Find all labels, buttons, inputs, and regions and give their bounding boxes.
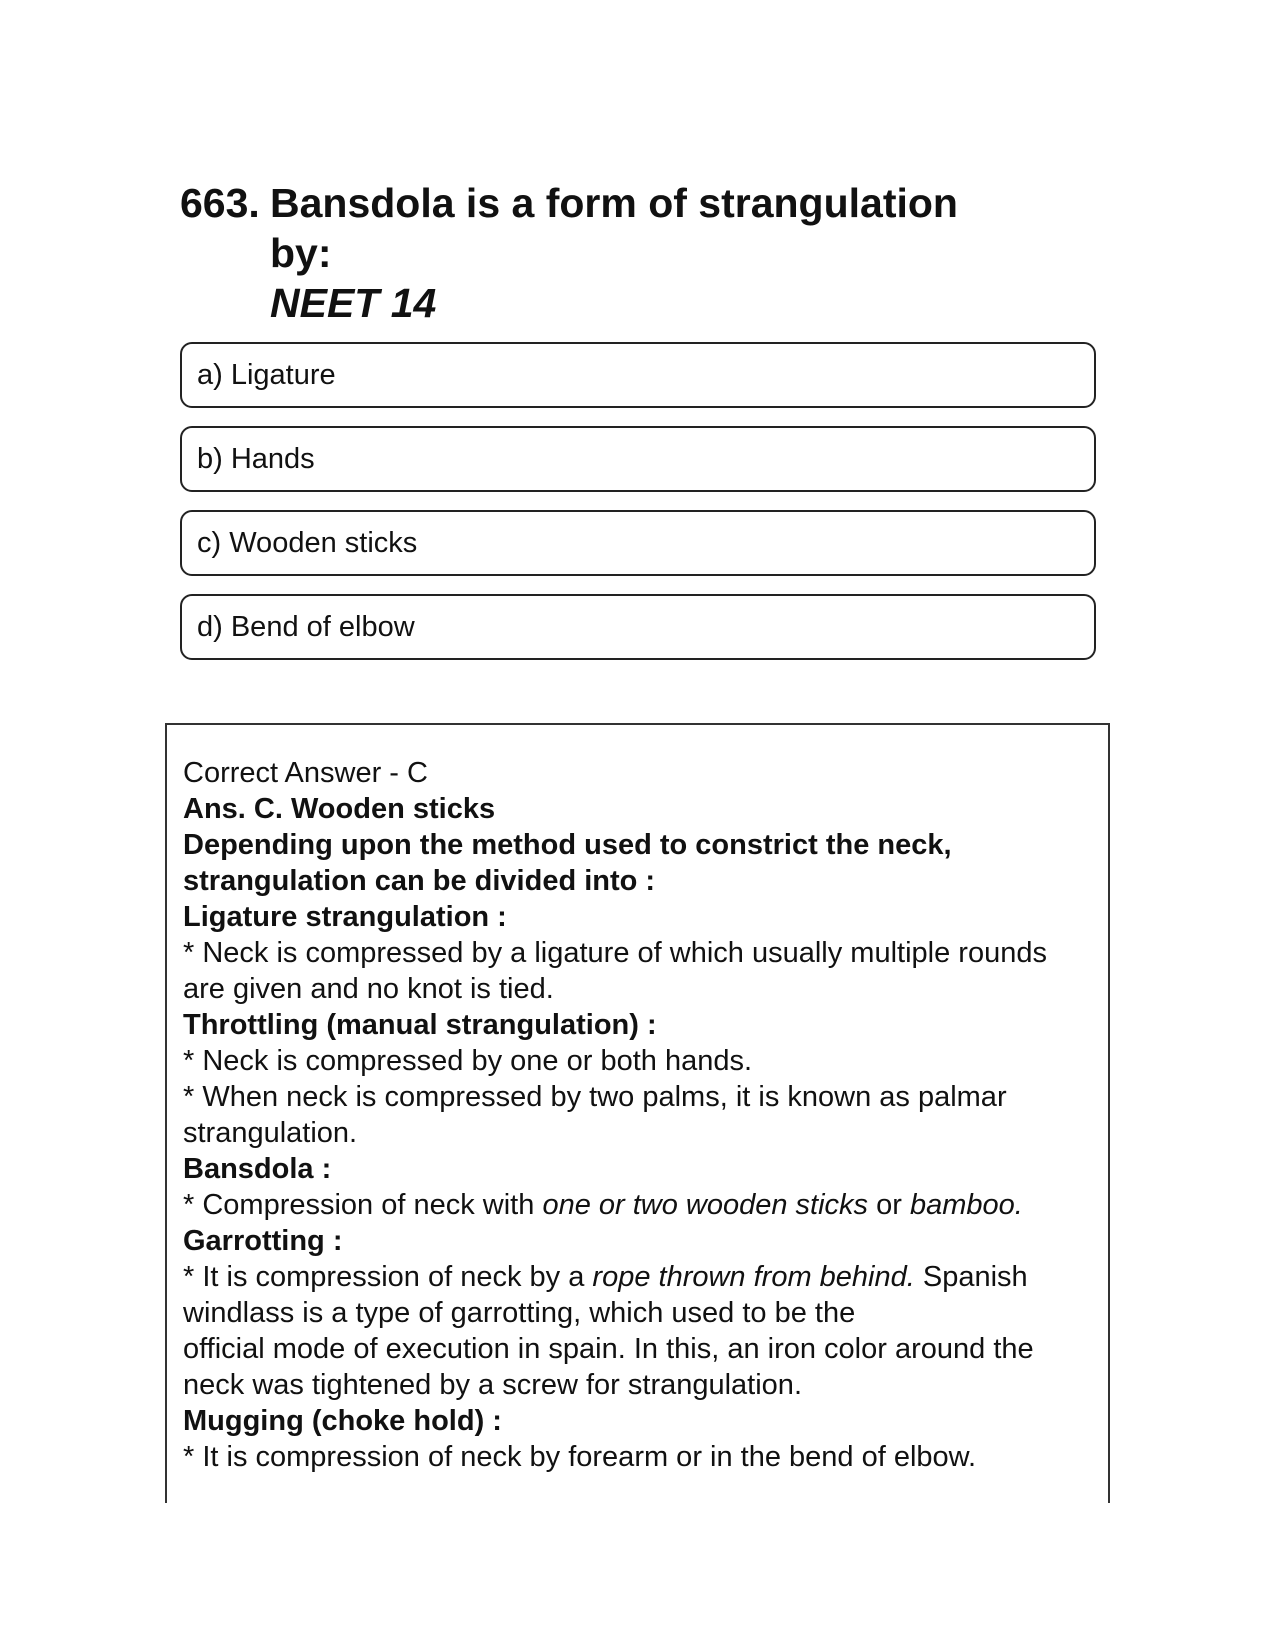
garrotting-prefix: * It is compression of neck by a <box>183 1261 593 1293</box>
question-text: Bansdola is a form of strangulation by: <box>270 180 958 276</box>
throttling-text-2: * When neck is compressed by two palms, it is known as palmar strangulation. <box>183 1081 1007 1149</box>
garrotting-text-2: official mode of execution in spain. In this, an iron color around the neck was tightened by a screw for strangulation. <box>183 1333 1034 1401</box>
garrotting-heading: Garrotting : <box>183 1225 343 1257</box>
answer-title: Ans. C. Wooden sticks <box>183 793 496 825</box>
garrotting-suffix: Spanish windlass is a type of garrotting, which used to be the <box>183 1261 1028 1329</box>
ligature-heading: Ligature strangulation : <box>183 901 507 933</box>
question-text-block <box>270 178 1030 328</box>
throttling-text-1: * Neck is compressed by one or both hands. <box>183 1045 753 1077</box>
bansdola-mid: or <box>868 1189 910 1221</box>
bansdola-text <box>183 1187 1088 1223</box>
option-b[interactable]: b) Hands <box>180 426 1096 492</box>
garrotting-text-1 <box>183 1259 1088 1331</box>
correct-answer-line: Correct Answer - C <box>183 757 428 789</box>
bansdola-heading: Bansdola : <box>183 1153 332 1185</box>
bansdola-italic-2: bamboo. <box>909 1189 1023 1221</box>
garrotting-italic: rope thrown from behind. <box>592 1261 915 1293</box>
ligature-text: * Neck is compressed by a ligature of which usually multiple rounds are given and no knot is tied. <box>183 937 1047 1005</box>
option-a[interactable]: a) Ligature <box>180 342 1096 408</box>
question-number: 663. <box>180 180 260 226</box>
intro-text: Depending upon the method used to constrict the neck, strangulation can be divided into : <box>183 829 952 897</box>
answer-explanation-box <box>165 723 1110 1503</box>
option-c[interactable]: c) Wooden sticks <box>180 510 1096 576</box>
question-source: NEET 14 <box>270 280 437 326</box>
bansdola-italic-1: one or two wooden sticks <box>542 1189 869 1221</box>
bansdola-prefix: * Compression of neck with <box>183 1189 543 1221</box>
option-d[interactable]: d) Bend of elbow <box>180 594 1096 660</box>
mugging-text: * It is compression of neck by forearm or in the bend of elbow. <box>183 1441 977 1473</box>
mugging-heading: Mugging (choke hold) : <box>183 1405 502 1437</box>
throttling-heading: Throttling (manual strangulation) : <box>183 1009 657 1041</box>
question-heading <box>180 178 1080 328</box>
